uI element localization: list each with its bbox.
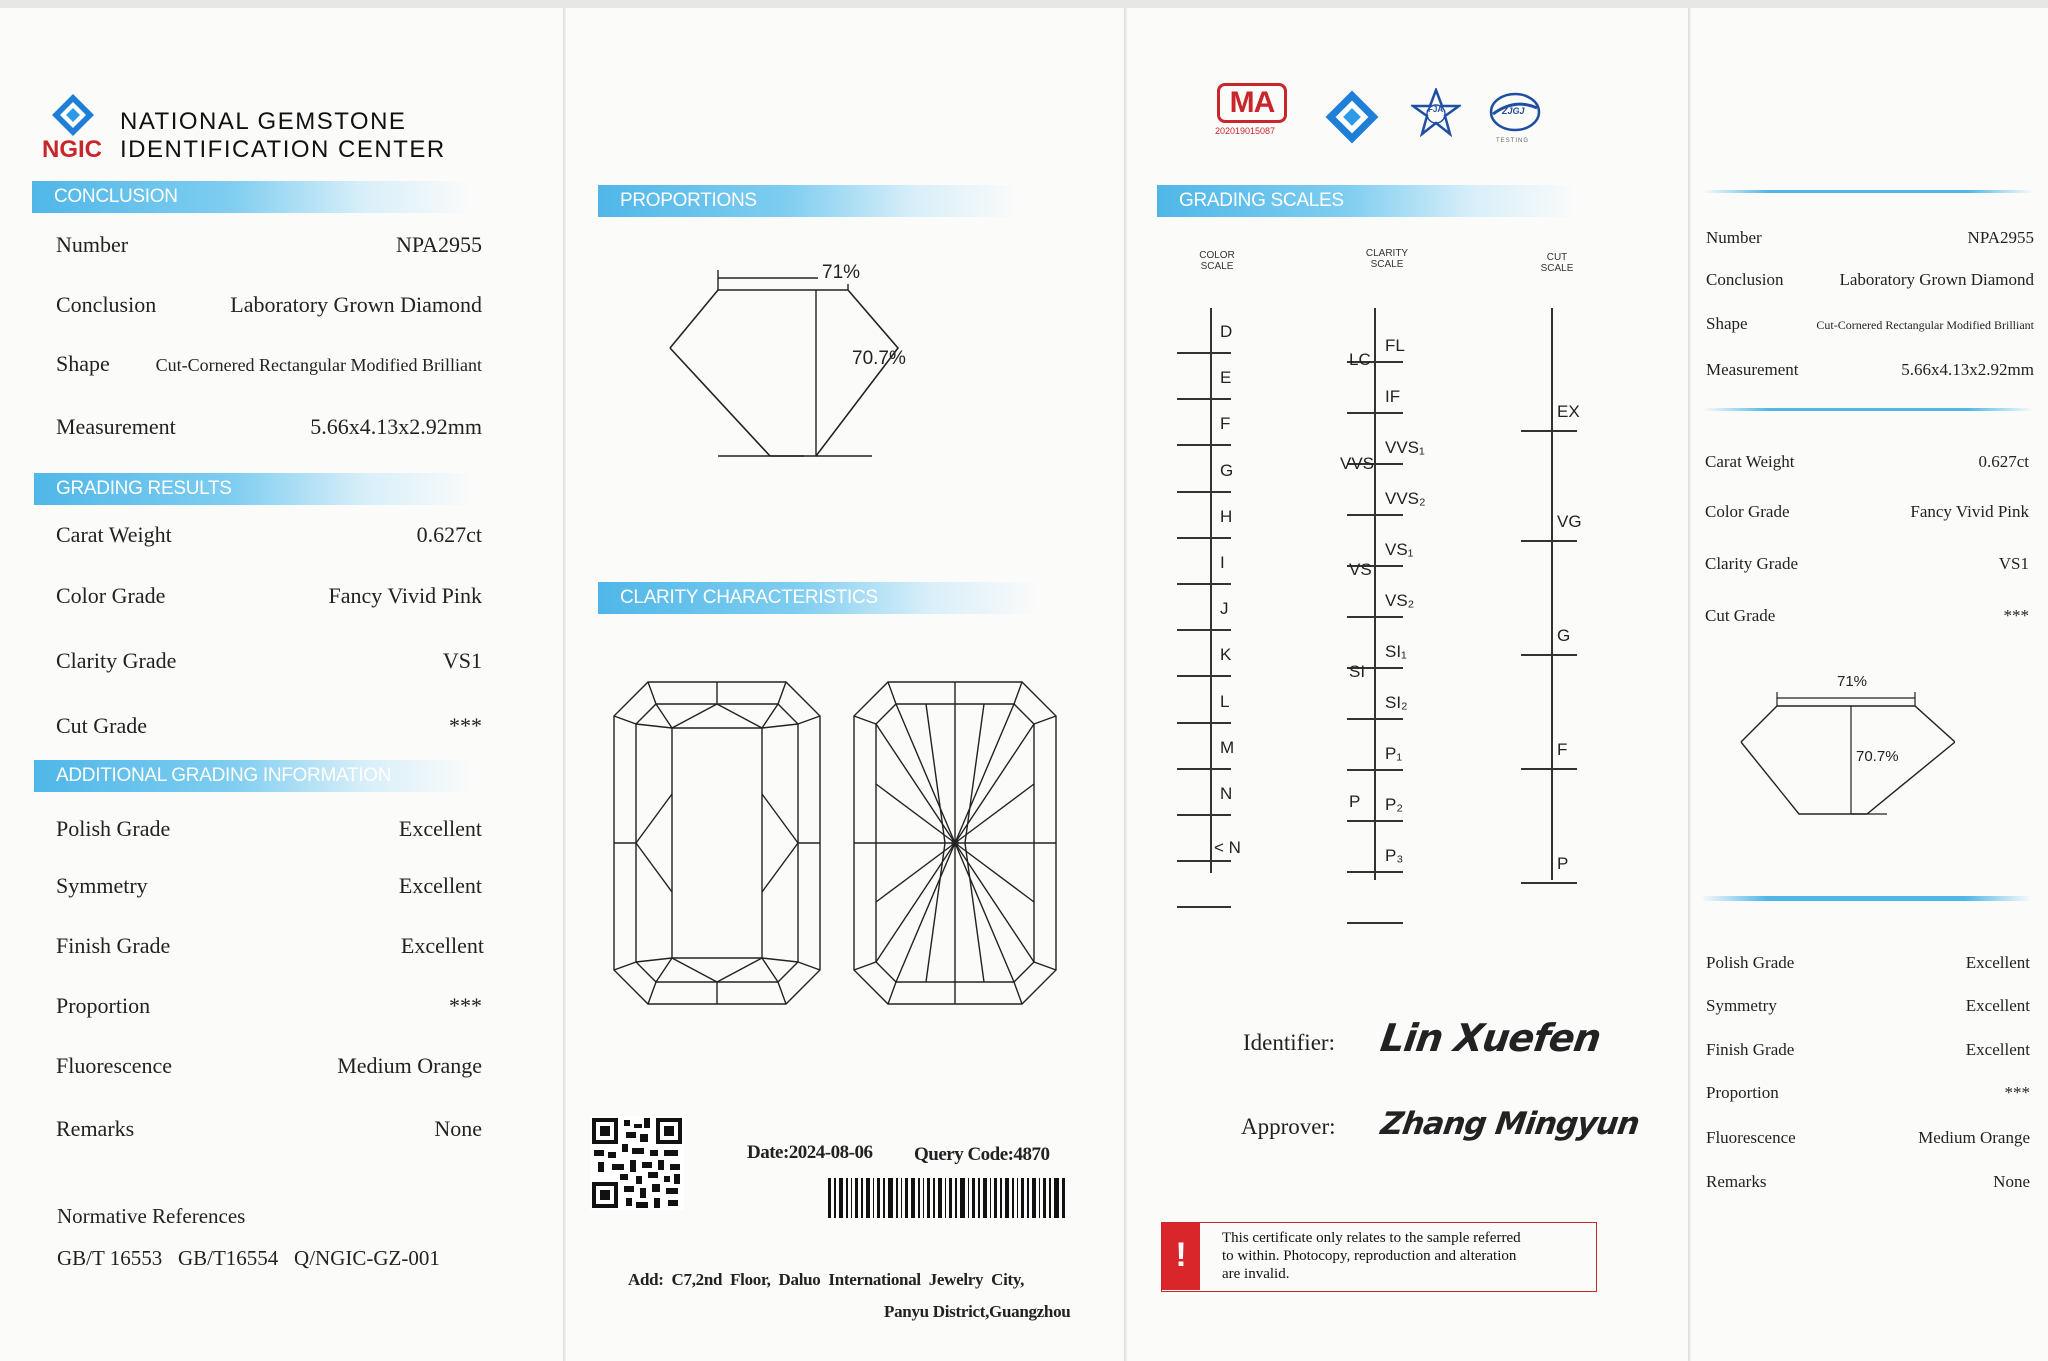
warning-box (1161, 1222, 1597, 1292)
row-value: VS1 (442, 648, 482, 673)
color-scale-tick (1177, 768, 1231, 770)
testing-text: TESTING (1496, 138, 1530, 144)
certificate-panel-scales (1127, 8, 1688, 1361)
row-label: Clarity Grade (1705, 554, 1798, 573)
cut-scale-tick (1521, 882, 1577, 884)
conclusion-row (56, 414, 482, 440)
address-line2: Panyu District,Guangzhou (884, 1302, 1071, 1321)
row-label: Remarks (56, 1116, 135, 1141)
cma-logo (1217, 83, 1287, 123)
qr-code-icon (590, 1116, 684, 1210)
conclusion-row (56, 351, 482, 377)
row-value: *** (449, 993, 482, 1018)
row-label: Remarks (1706, 1172, 1767, 1191)
address-line1: Add: C7,2nd Floor, Daluo International Jewelry City, (628, 1270, 1025, 1289)
barcode-icon (828, 1178, 1066, 1218)
additional-banner: ADDITIONAL GRADING INFORMATION (34, 760, 474, 792)
row-value: Excellent (1965, 996, 2030, 1015)
grading-row (56, 522, 482, 548)
grading-results-banner: GRADING RESULTS (34, 473, 474, 505)
clarity-grade-label: P₁ (1385, 744, 1403, 763)
summary-row (1705, 554, 2029, 574)
clarity-plot-diagram (610, 674, 1066, 1014)
clarity-grade-label: SI₂ (1385, 693, 1408, 712)
clarity-scale-tick (1347, 412, 1403, 414)
color-grade-label: D (1220, 322, 1233, 341)
clarity-grade-label: SI₁ (1385, 642, 1407, 661)
summary-depth-percent: 70.7% (1856, 748, 1899, 765)
approver-label: Approver: (1241, 1114, 1336, 1139)
heading-line: SCALE (1370, 259, 1404, 270)
approver-signature: Zhang Mingyun (1378, 1106, 1642, 1142)
normative-value: GB/T 16553 GB/T16554 Q/NGIC-GZ-001 (57, 1246, 440, 1270)
color-scale-axis (1210, 308, 1212, 873)
summary-row (1705, 502, 2029, 522)
row-label: Polish Grade (56, 816, 171, 841)
row-value: Laboratory Grown Diamond (230, 292, 482, 317)
row-label: Cut Grade (56, 713, 148, 738)
row-value: *** (2003, 606, 2029, 625)
row-value: Fancy Vivid Pink (1910, 502, 2029, 521)
color-grade-label: G (1220, 460, 1234, 480)
cma-text: MA (1229, 86, 1275, 119)
color-scale-heading (1187, 250, 1247, 272)
clarity-scale-tick (1347, 871, 1403, 873)
row-label: Symmetry (56, 873, 148, 898)
additional-row (56, 993, 482, 1019)
brand-line1: NATIONAL GEMSTONE (120, 108, 407, 135)
grading-row (56, 583, 482, 609)
color-grade-label: J (1220, 599, 1229, 619)
row-label: Shape (1706, 314, 1748, 333)
row-label: Fluorescence (56, 1053, 173, 1078)
heading-line: CLARITY (1365, 248, 1409, 259)
clarity-scale-tick (1347, 514, 1403, 516)
summary-row (1706, 1040, 2030, 1060)
clarity-grade-label: P₂ (1385, 795, 1403, 814)
clarity-grade-label: VVS₂ (1385, 489, 1426, 508)
grading-scales-banner: GRADING SCALES (1157, 185, 1577, 217)
conclusion-row (56, 232, 482, 258)
row-label: Proportion (1706, 1083, 1779, 1102)
heading-line: SCALE (1540, 263, 1574, 274)
warning-icon: ! (1162, 1223, 1200, 1290)
cut-grade-label: G (1557, 626, 1571, 645)
clarity-grade-label: VVS₁ (1385, 438, 1425, 457)
row-label: Shape (56, 351, 110, 376)
cut-grade-label: EX (1557, 402, 1580, 421)
normative-label: Normative References (57, 1204, 246, 1228)
grading-row (56, 648, 482, 674)
clarity-group-label: VVS (1340, 454, 1375, 473)
row-value: Medium Orange (337, 1053, 482, 1078)
color-grade-label: F (1220, 414, 1231, 434)
heading-line: COLOR (1199, 250, 1235, 261)
cut-scale-tick (1521, 430, 1577, 432)
row-label: Polish Grade (1706, 953, 1795, 972)
row-value: Excellent (398, 873, 482, 898)
query-code-text: Query Code:4870 (914, 1144, 1050, 1165)
row-value: Cut-Cornered Rectangular Modified Brilliant (1816, 318, 2034, 332)
certificate-panel-main (0, 8, 563, 1361)
clarity-grade-label: VS₂ (1385, 591, 1415, 610)
row-value: None (1993, 1172, 2030, 1191)
date-text: Date:2024-08-06 (747, 1142, 873, 1163)
depth-percent: 70.7% (852, 348, 906, 369)
conclusion-banner: CONCLUSION (32, 181, 472, 213)
clarity-group-label: P (1349, 792, 1361, 811)
color-grade-label: M (1220, 737, 1235, 757)
additional-row (56, 816, 482, 842)
row-label: Conclusion (1706, 270, 1784, 289)
cut-scale-tick (1521, 654, 1577, 656)
row-label: Number (56, 232, 129, 257)
additional-row (56, 873, 482, 899)
row-label: Cut Grade (1705, 606, 1776, 625)
zjgj-text: ZJGJ (1502, 106, 1525, 116)
cut-scale-tick (1521, 540, 1577, 542)
additional-row (56, 1053, 482, 1079)
ngic-logo-icon (1323, 88, 1381, 146)
row-label: Fluorescence (1706, 1128, 1796, 1147)
cut-scale-tick (1521, 768, 1577, 770)
color-scale-tick (1177, 583, 1231, 585)
clarity-banner: CLARITY CHARACTERISTICS (598, 582, 1038, 614)
cma-number: 202019015087 (1215, 126, 1276, 136)
row-value: Fancy Vivid Pink (328, 583, 482, 608)
grading-row (56, 713, 482, 739)
summary-row (1706, 314, 2034, 334)
row-label: Measurement (56, 414, 176, 439)
color-grade-label: N (1220, 784, 1233, 803)
row-value: Excellent (400, 933, 484, 958)
row-value: NPA2955 (396, 232, 482, 257)
cut-scale-heading (1527, 252, 1587, 274)
row-value: *** (2004, 1083, 2030, 1102)
summary-row (1706, 953, 2030, 973)
additional-row (56, 1116, 482, 1142)
certificate-panel-diagrams (566, 8, 1124, 1361)
row-value: NPA2955 (1967, 228, 2034, 247)
clarity-scale-tick (1347, 718, 1403, 720)
clarity-grade-label: FL (1385, 336, 1405, 355)
summary-row (1705, 606, 2029, 626)
heading-line: CUT (1546, 252, 1568, 263)
row-label: Number (1706, 228, 1762, 247)
color-grade-label: I (1220, 553, 1225, 572)
color-scale-tick (1177, 860, 1231, 862)
row-label: Color Grade (56, 583, 166, 608)
row-value: Excellent (1965, 953, 2030, 972)
row-value: None (434, 1116, 482, 1141)
clarity-scale-tick (1347, 922, 1403, 924)
row-label: Measurement (1706, 360, 1799, 379)
divider (1703, 190, 2033, 193)
row-value: 5.66x4.13x2.92mm (310, 414, 482, 439)
row-value: *** (449, 713, 482, 738)
row-value: Cut-Cornered Rectangular Modified Brilliant (155, 355, 482, 375)
row-value: 0.627ct (1978, 452, 2029, 471)
color-scale-tick (1177, 629, 1231, 631)
clarity-group-label: SI (1349, 662, 1366, 681)
identifier-signature: Lin Xuefen (1377, 1016, 1604, 1060)
summary-row (1706, 228, 2034, 248)
color-scale-tick (1177, 444, 1231, 446)
cut-grade-label: VG (1557, 512, 1582, 531)
summary-row (1706, 1128, 2030, 1148)
row-value: Medium Orange (1918, 1128, 2030, 1147)
color-scale-tick (1177, 675, 1231, 677)
row-value: Excellent (1965, 1040, 2030, 1059)
row-value: Excellent (398, 816, 482, 841)
color-grade-label: E (1220, 368, 1232, 388)
cut-scale-axis (1551, 308, 1553, 880)
clarity-group-label: LC (1349, 350, 1371, 369)
row-label: Clarity Grade (56, 648, 177, 673)
color-grade-label: K (1220, 645, 1232, 665)
clarity-scale-tick (1347, 820, 1403, 822)
warning-line: This certificate only relates to the sample referred (1222, 1230, 1521, 1246)
row-label: Carat Weight (56, 522, 172, 547)
color-scale-tick (1177, 722, 1231, 724)
color-scale-tick (1177, 491, 1231, 493)
row-label: Finish Grade (1706, 1040, 1795, 1059)
row-label: Finish Grade (56, 933, 171, 958)
row-label: Color Grade (1705, 502, 1790, 521)
warning-text (1222, 1229, 1521, 1283)
row-value: 0.627ct (416, 522, 482, 547)
color-scale-tick (1177, 352, 1231, 354)
heading-line: SCALE (1200, 261, 1234, 272)
row-label: Conclusion (56, 292, 157, 317)
summary-row (1706, 996, 2030, 1016)
summary-row (1706, 1083, 2030, 1103)
divider (1703, 408, 2033, 411)
brand-abbr: NGIC (42, 136, 102, 163)
clarity-scale-tick (1347, 769, 1403, 771)
clarity-scale-heading (1357, 248, 1417, 270)
proportions-banner: PROPORTIONS (598, 185, 1018, 217)
summary-proportion-diagram (1739, 690, 1955, 826)
color-grade-label: L (1220, 691, 1230, 711)
fja-text: FJA (1428, 105, 1444, 114)
color-scale-tick (1177, 537, 1231, 539)
color-grade-label: < N (1214, 838, 1241, 858)
summary-row (1705, 452, 2029, 472)
identifier-label: Identifier: (1243, 1030, 1335, 1055)
ngic-logo-icon (50, 92, 96, 138)
color-scale-tick (1177, 814, 1231, 816)
certificate-summary-panel (1691, 8, 2048, 1361)
color-scale-tick (1177, 398, 1231, 400)
clarity-scale-tick (1347, 616, 1403, 618)
cut-grade-label: P (1557, 854, 1569, 873)
clarity-group-label: VS (1349, 560, 1372, 579)
cut-grade-label: F (1557, 740, 1568, 759)
warning-line: are invalid. (1222, 1266, 1290, 1282)
summary-row (1706, 270, 2034, 290)
row-label: Carat Weight (1705, 452, 1795, 471)
clarity-grade-label: P₃ (1385, 846, 1404, 865)
row-label: Proportion (56, 993, 151, 1018)
row-value: Laboratory Grown Diamond (1839, 270, 2034, 289)
additional-row (56, 933, 484, 959)
brand-line2: IDENTIFICATION CENTER (120, 136, 446, 163)
warning-line: to within. Photocopy, reproduction and alteration (1222, 1248, 1517, 1264)
divider (1701, 896, 2031, 901)
row-label: Symmetry (1706, 996, 1777, 1015)
color-scale-tick (1177, 906, 1231, 908)
conclusion-row (56, 292, 482, 318)
summary-row (1706, 1172, 2030, 1192)
row-value: VS1 (1998, 554, 2029, 573)
summary-table-percent: 71% (1837, 673, 1868, 690)
clarity-scale-axis (1374, 308, 1376, 880)
clarity-grade-label: IF (1385, 387, 1401, 406)
row-value: 5.66x4.13x2.92mm (1901, 360, 2034, 379)
color-grade-label: H (1220, 506, 1233, 526)
summary-row (1706, 360, 2034, 380)
table-percent: 71% (818, 262, 864, 284)
clarity-grade-label: VS₁ (1385, 540, 1414, 559)
